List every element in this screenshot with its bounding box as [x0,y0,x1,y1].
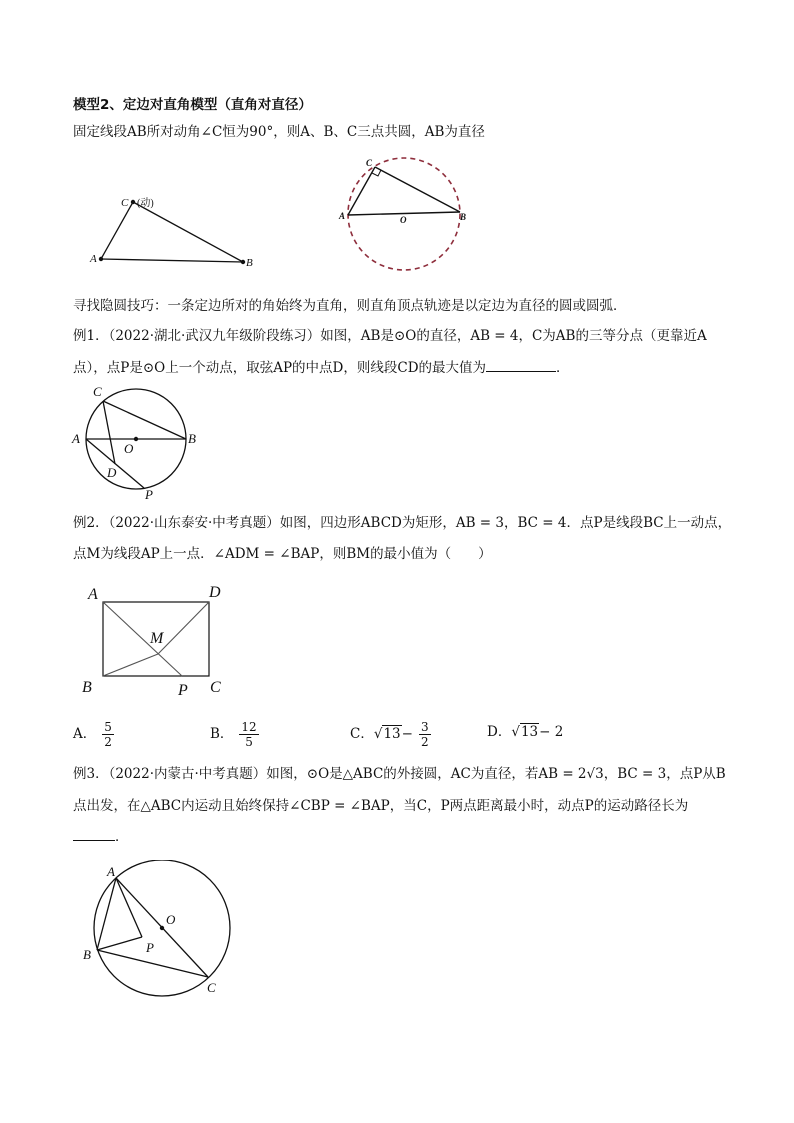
label-p: P [145,487,153,502]
label-c: C [93,384,102,399]
option-b-numerator: 12 [241,720,257,734]
label-b: B [460,212,467,222]
label-d: D [107,465,117,480]
option-c[interactable] [350,720,431,756]
option-c-fraction [419,720,431,749]
point-b [241,260,245,264]
option-c-radicand: 13 [383,726,401,742]
point-o [160,926,164,930]
example3-line2: 点出发，在△ABC内运动且始终保持∠CBP = ∠BAP，当C，P两点距离最小时，动点P的运动路径长为 [73,798,689,814]
option-c-denominator: 2 [420,735,429,749]
example1-line2-end: ． [556,360,570,376]
label-o: O [400,215,407,225]
label-p: P [146,940,154,955]
option-d-minus: − 2 [539,724,564,740]
label-a: A [339,211,346,221]
section-title: 模型2、定边对直角模型（直角对直径） [73,97,312,113]
figure-triangle-moving-c [85,190,265,275]
hidden-circle-tip: 寻找隐圆技巧：一条定边所对的角始终为直角，则直角顶点轨迹是以定边为直径的圆或圆弧． [73,298,627,314]
figure-example3 [80,860,250,1000]
label-c: C [210,679,221,696]
figure-example1 [65,380,205,505]
label-moving: (动) [137,198,154,209]
answer-blank[interactable] [73,826,115,841]
segment-ca [101,202,133,259]
option-b-fraction [239,720,258,749]
option-c-label: C． [350,726,374,742]
option-d-label: D． [487,724,512,740]
segment-cb [133,202,243,262]
label-a: A [88,586,98,603]
option-b[interactable] [210,720,259,756]
point-o [134,437,138,441]
segment-bm [103,654,158,676]
label-b: B [83,947,91,962]
segment-cb [375,167,460,212]
option-c-sqrt: √13 [373,726,401,742]
example1-line2 [73,357,570,378]
label-a: A [107,864,115,879]
example3-line3-end: ． [115,829,129,845]
label-b: B [82,679,92,696]
label-p: P [178,682,188,698]
example3-line1: 例3．（2022·内蒙古·中考真题）如图，⊙O是△ABC的外接圆，AC为直径，若AB = 2√3，BC = 3，点P从B [73,766,726,782]
option-d-sqrt: √13 [511,724,539,740]
segment-ca [348,167,375,215]
example1-line2-text: 点），点P是⊙O上一个动点，取弦AP的中点D，则线段CD的最大值为 [73,360,487,376]
figure-dashed-circle [335,152,475,277]
label-a: A [90,253,97,265]
example1-line1: 例1．（2022·湖北·武汉九年级阶段练习）如图，AB是⊙O的直径，AB = 4，C为AB的三等分点（更靠近A [73,328,707,344]
option-c-minus: − [401,726,413,742]
segment-ap [116,878,142,937]
label-b: B [188,431,196,446]
figure-example2-rectangle [78,578,238,698]
point-a [99,257,103,261]
segment-ab [101,259,243,262]
label-c: C [207,980,216,995]
option-a[interactable] [73,720,114,756]
label-c: C [366,158,373,168]
option-a-fraction [102,720,114,749]
option-d-radicand: 13 [520,724,539,740]
option-b-denominator: 5 [245,735,253,749]
label-a: A [72,431,80,446]
example3-line3 [73,826,129,847]
label-o: O [124,441,134,456]
option-b-label: B． [210,726,234,742]
option-a-label: A． [73,726,97,742]
segment-bp [97,937,142,950]
segment-dm [158,602,209,654]
option-a-denominator: 2 [104,735,112,749]
option-c-numerator: 3 [420,720,429,734]
section-statement: 固定线段AB所对动角∠C恒为90°，则A、B、C三点共圆，AB为直径 [73,124,485,140]
label-d: D [209,584,221,601]
segment-ap [103,602,182,676]
example2-line2: 点M为线段AP上一点．∠ADM = ∠BAP，则BM的最小值为（ ） [73,546,492,562]
label-o: O [166,912,176,927]
label-c: C [121,197,129,209]
option-d[interactable] [487,720,563,756]
example2-line1: 例2．（2022·山东泰安·中考真题）如图，四边形ABCD为矩形，AB = 3，BC = 4．点P是线段BC上一动点， [73,515,732,531]
label-b: B [246,257,253,269]
point-c [131,200,135,204]
label-m: M [150,630,164,647]
answer-blank[interactable] [486,357,556,372]
option-a-numerator: 5 [104,720,112,734]
